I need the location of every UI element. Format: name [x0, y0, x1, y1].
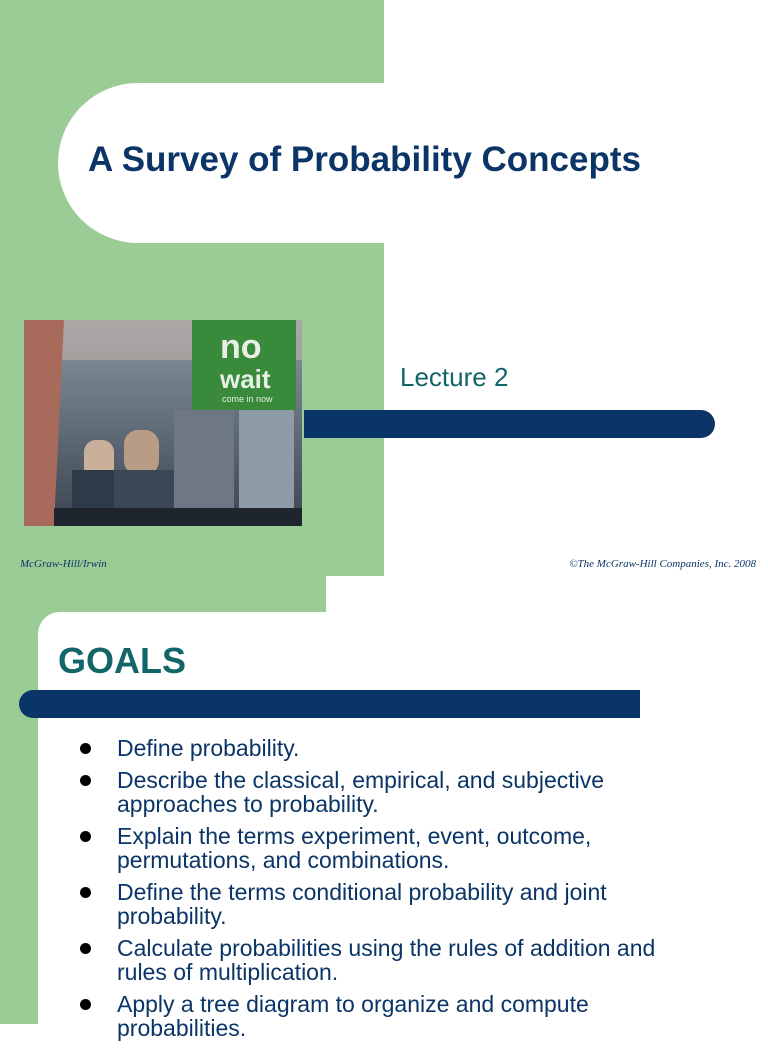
sign-come-in-text: come in now	[222, 394, 273, 404]
goal-text: Apply a tree diagram to organize and compute probabilities.	[117, 991, 589, 1041]
bullet-icon	[80, 831, 91, 842]
goal-text: Explain the terms experiment, event, outcome, permutations, and combinations.	[117, 823, 592, 873]
slide-title: A Survey of Probability Concepts	[88, 140, 641, 179]
goal-text: Describe the classical, empirical, and subjective approaches to probability.	[117, 767, 605, 817]
sign-no-text: no	[220, 328, 262, 366]
bullet-icon	[80, 887, 91, 898]
goal-text: Define probability.	[117, 735, 300, 761]
goal-text: Define the terms conditional probability and joint probability.	[117, 879, 607, 929]
goal-item	[0, 824, 677, 872]
cafe-window-illustration	[24, 320, 302, 526]
footer-copyright: ©The McGraw-Hill Companies, Inc. 2008	[569, 558, 756, 570]
goal-item	[0, 936, 677, 984]
goal-item	[0, 736, 677, 760]
goal-item	[0, 880, 677, 928]
sign-wait-text: wait	[220, 364, 271, 394]
bullet-icon	[80, 743, 91, 754]
goals-divider-bar	[19, 690, 640, 718]
footer-publisher: McGraw-Hill/Irwin	[20, 558, 107, 570]
goal-item	[0, 992, 677, 1040]
lecture-subtitle: Lecture 2	[400, 362, 509, 392]
bullet-icon	[80, 999, 91, 1010]
goals-list	[0, 736, 677, 1048]
bullet-icon	[80, 943, 91, 954]
goal-item	[0, 768, 677, 816]
title-divider-bar	[304, 410, 715, 438]
bullet-icon	[80, 775, 91, 786]
slide-photo	[24, 320, 302, 526]
goals-heading: GOALS	[58, 640, 187, 681]
goal-text: Calculate probabilities using the rules of addition and rules of multiplication.	[117, 935, 656, 985]
